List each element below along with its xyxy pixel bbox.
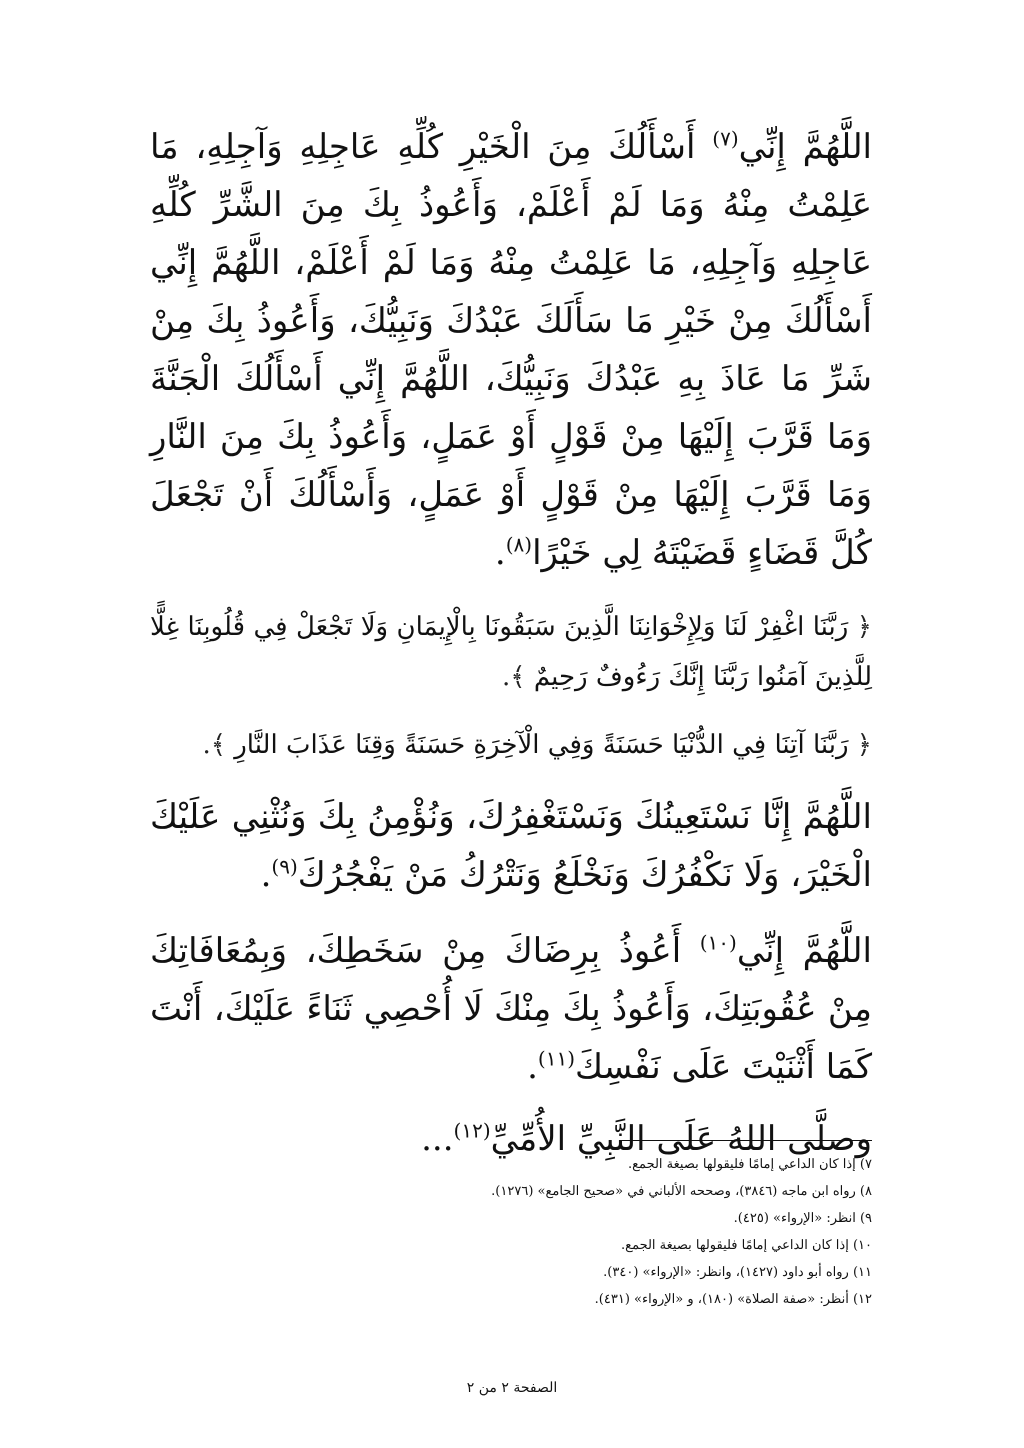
dua-1-end: . — [494, 533, 506, 573]
verse-open-bracket: ﴿ — [856, 730, 872, 760]
dua-1-text: أَسْأَلُكَ مِنَ الْخَيْرِ كُلِّهِ عَاجِلِهِ وَآجِلِهِ، مَا عَلِمْتُ مِنْهُ وَمَا لَمْ أَعْلَمْ، وَأَعُوذُ بِكَ مِنَ الشَّرِّ كُلِّهِ عَاجِلِهِ وَآجِلِهِ، مَا عَلِمْتُ مِنْهُ وَمَا لَمْ أَعْلَمْ، اللَّهُمَّ إِنِّي أَسْأَلُكَ مِنْ خَيْرِ مَا سَأَلَكَ عَبْدُكَ وَنَبِيُّكَ، وَأَعُوذُ بِكَ مِنْ شَرِّ مَا عَاذَ بِهِ عَبْدُكَ وَنَبِيُّكَ، اللَّهُمَّ إِنِّي أَسْأَلُكَ الْجَنَّةَ وَمَا قَرَّبَ إِلَيْهَا مِنْ قَوْلٍ أَوْ عَمَلٍ، وَأَعُوذُ بِكَ مِنَ النَّارِ وَمَا قَرَّبَ إِلَيْهَا مِنْ قَوْلٍ أَوْ عَمَلٍ، وَأَسْأَلُكَ أَنْ تَجْعَلَ كُلَّ قَضَاءٍ قَضَيْتَهُ لِي خَيْرًا — [150, 127, 872, 573]
footnote-12: ١٢) أنظر: «صفة الصلاة» (١٨٠)، و «الإرواء» (٤٣١). — [594, 1292, 872, 1307]
dua-2-end: . — [260, 855, 272, 895]
dua-3-lead: اللَّهُمَّ إِنِّي — [736, 931, 872, 971]
dua-paragraph-3 — [150, 922, 872, 1096]
dua-3-text: أَعُوذُ بِرِضَاكَ مِنْ سَخَطِكَ، وَبِمُعَافَاتِكَ مِنْ عُقُوبَتِكَ، وَأَعُوذُ بِكَ مِنْكَ لَا أُحْصِي ثَنَاءً عَلَيْكَ، أَنْتَ كَمَا أَثْنَيْتَ عَلَى نَفْسِكَ — [150, 931, 872, 1087]
dua-3-end: . — [527, 1047, 538, 1087]
dua-1-lead: اللَّهُمَّ إِنِّي — [738, 127, 872, 167]
footnote-ref-10[interactable]: (١٠) — [699, 930, 737, 955]
dua-paragraph-1 — [150, 118, 872, 582]
salutation-text: وصلَّى اللهُ عَلَى النَّبِيِّ الأُمِّيِّ — [490, 1119, 872, 1159]
footnote-ref-11[interactable]: (١١) — [537, 1046, 576, 1071]
footnote-ref-9[interactable]: (٩) — [271, 854, 298, 879]
quran-verse-2 — [150, 720, 872, 770]
footnote-ref-7[interactable]: (٧) — [712, 126, 739, 151]
verse-close-bracket: ﴾. — [202, 730, 226, 760]
verse-1-text: رَبَّنَا اغْفِرْ لَنَا وَلِإِخْوَانِنَا الَّذِينَ سَبَقُونَا بِالْإِيمَانِ وَلَا تَجْعَلْ فِي قُلُوبِنَا غِلًّا لِلَّذِينَ آمَنُوا رَبَّنَا إِنَّكَ رَءُوفٌ رَحِيمٌ — [150, 612, 872, 692]
footnote-10: ١٠) إذا كان الداعي إمامًا فليقولها بصيغة الجمع. — [621, 1238, 872, 1253]
salutation-ellipsis: ... — [421, 1119, 454, 1159]
verse-open-bracket: ﴿ — [856, 612, 872, 642]
dua-2-text: اللَّهُمَّ إِنَّا نَسْتَعِينُكَ وَنَسْتَغْفِرُكَ، وَنُؤْمِنُ بِكَ وَنُثْنِي عَلَيْكَ الْخَيْرَ، وَلَا نَكْفُرُكَ وَنَخْلَعُ وَنَتْرُكُ مَنْ يَفْجُرُكَ — [150, 797, 872, 895]
quran-verse-1 — [150, 602, 872, 702]
footnote-ref-8[interactable]: (٨) — [505, 532, 533, 557]
footnote-divider — [622, 1140, 872, 1141]
footnotes-section — [150, 1140, 872, 1313]
page-number: الصفحة ٢ من ٢ — [466, 1380, 558, 1396]
verse-2-text: رَبَّنَا آتِنَا فِي الدُّنْيَا حَسَنَةً وَفِي الْآخِرَةِ حَسَنَةً وَقِنَا عَذَابَ النَّارِ — [234, 730, 849, 760]
footnote-8: ٨) رواه ابن ماجه (٣٨٤٦)، وصححه الألباني في «صحيح الجامع» (١٢٧٦). — [491, 1184, 872, 1199]
footnote-7: ٧) إذا كان الداعي إمامًا فليقولها بصيغة الجمع. — [628, 1157, 872, 1172]
verse-close-bracket: ﴾. — [502, 662, 526, 692]
dua-paragraph-2 — [150, 788, 872, 904]
footnote-11: ١١) رواه أبو داود (١٤٢٧)، وانظر: «الإرواء» (٣٤٠). — [603, 1265, 872, 1280]
page-body — [150, 118, 872, 1168]
footnote-ref-12[interactable]: (١٢) — [453, 1118, 491, 1143]
footnote-9: ٩) انظر: «الإرواء» (٤٢٥). — [733, 1211, 872, 1226]
